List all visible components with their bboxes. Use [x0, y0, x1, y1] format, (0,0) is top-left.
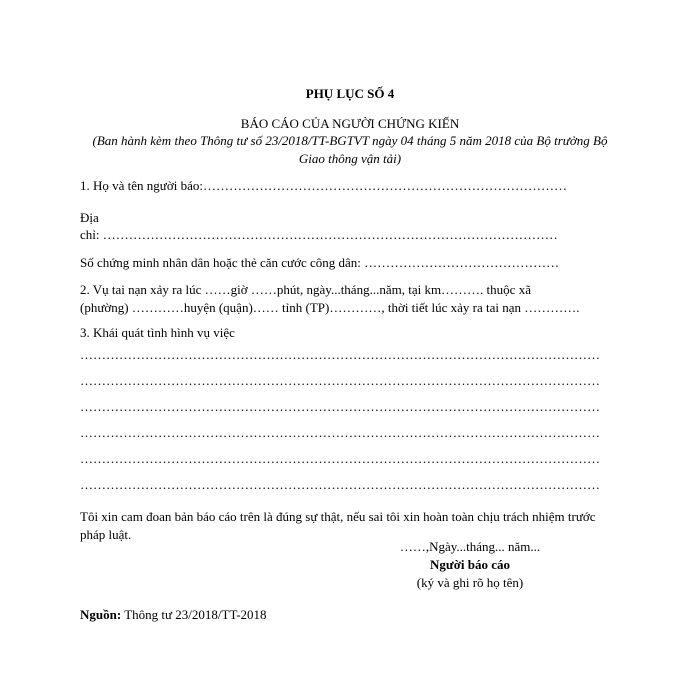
address-line: chỉ: …………………………………………………………………………………………… [80, 227, 558, 243]
report-subtitle: (Ban hành kèm theo Thông tư số 23/2018/TT-BGTVT ngày 04 tháng 5 năm 2018 của Bộ trưởng Bộ Giao thông vận tải) [92, 133, 608, 166]
signature-note: (ký và ghi rõ họ tên) [416, 575, 524, 590]
id-card-line: Số chứng minh nhân dân hoặc thẻ căn cước công dân: ……………………………………… [80, 254, 560, 270]
address-label: Địa [80, 209, 99, 225]
commitment-text: Tôi xin cam đoan bản báo cáo trên là đúng sự thật, nếu sai tôi xin hoàn toàn chịu trách nhiệm trước pháp luật. [80, 509, 596, 542]
dotted-line: ………………………………………………………………………………………………………… [80, 477, 600, 493]
appendix-title: PHỤ LỤC SỐ 4 [305, 86, 395, 101]
accident-time-line: 2. Vụ tai nạn xảy ra lúc ……giờ ……phút, ngày...tháng...năm, tại km………. thuộc xã [80, 282, 531, 298]
signature-role: Người báo cáo [430, 557, 510, 572]
dotted-line: ………………………………………………………………………………………………………… [80, 451, 600, 467]
source-label: Nguồn: [80, 607, 122, 622]
dotted-line: ………………………………………………………………………………………………………… [80, 373, 600, 389]
summary-dotted-area [80, 342, 620, 498]
report-title: BÁO CÁO CỦA NGƯỜI CHỨNG KIẾN [240, 115, 460, 131]
accident-location-line: (phường) …………huyện (quận)…… tỉnh (TP)…………, thời tiết lúc xảy ra tai nạn …………. [80, 299, 580, 315]
reporter-name-line: 1. Họ và tên người báo:………………………………………………………………………… [80, 178, 567, 194]
signature-date: ……,Ngày...tháng... năm... [399, 539, 541, 554]
dotted-line: ………………………………………………………………………………………………………… [80, 347, 600, 363]
source-text: Thông tư 23/2018/TT-2018 [121, 607, 267, 622]
source-line [80, 606, 267, 624]
dotted-line: ………………………………………………………………………………………………………… [80, 425, 600, 441]
dotted-line: ………………………………………………………………………………………………………… [80, 399, 600, 415]
summary-label: 3. Khái quát tình hình vụ việc [80, 325, 235, 341]
